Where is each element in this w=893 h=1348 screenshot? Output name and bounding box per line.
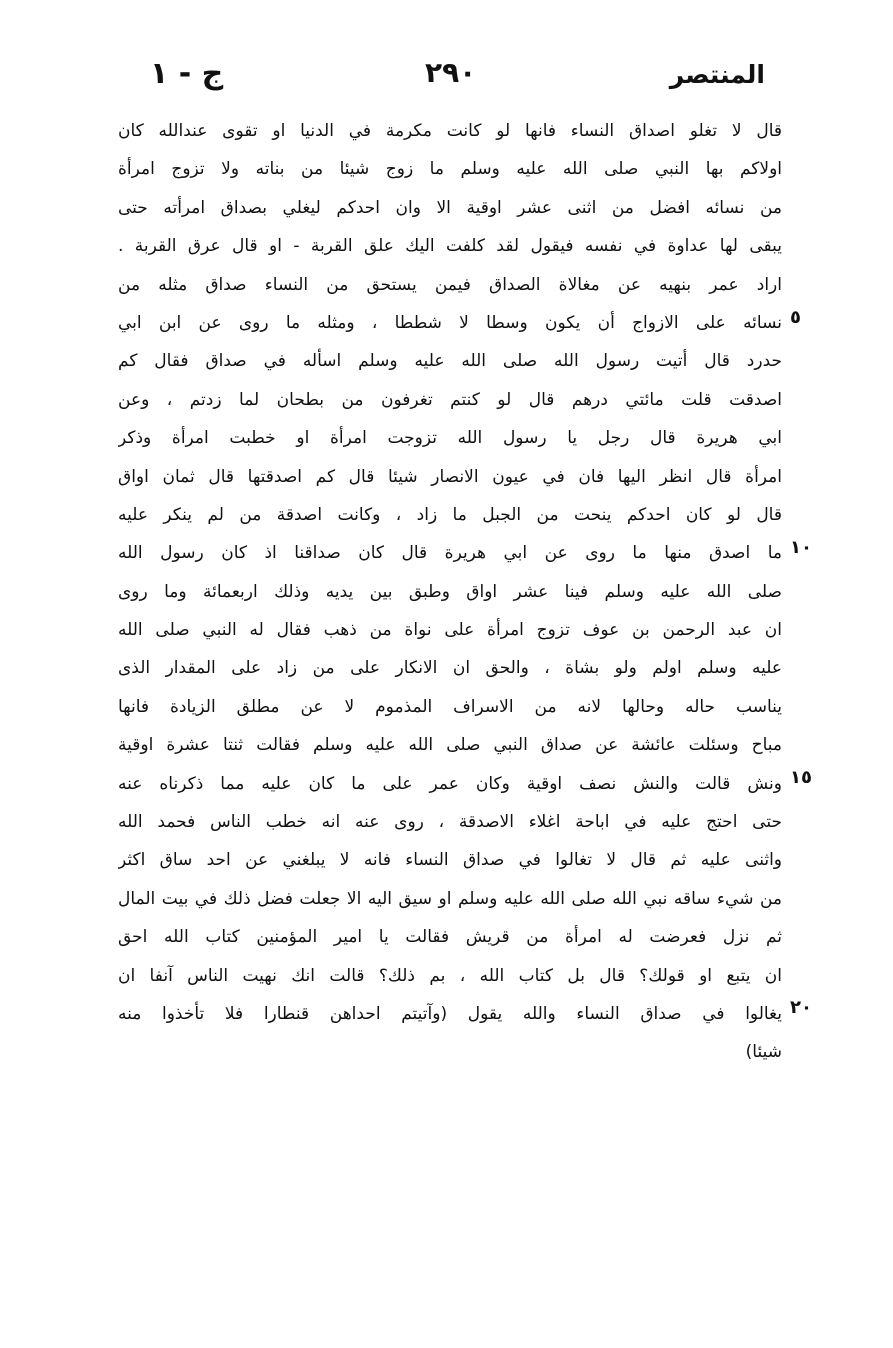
text-line: مباح وسئلت عائشة عن صداق النبي صلى الله عليه وسلم فقالت ثنتا عشرة اوقية: [118, 735, 782, 756]
text-line: ما اصدق منها ما روى عن ابي هريرة قال كان صداقنا اذ كان رسول الله: [118, 543, 782, 564]
text-line: عليه وسلم اولم ولو بشاة ، والحق ان الانكار على من زاد على المقدار الذى: [118, 658, 782, 679]
line-marker-10: ١٠: [790, 537, 812, 558]
line-marker-15: ١٥: [790, 767, 812, 788]
text-line: امرأة قال انظر اليها فان في عيون الانصار شيئا قال كم اصدقتها قال ثمان اواق: [118, 466, 782, 487]
text-line: ان يتبع او قولك؟ قال بل كتاب الله ، بم ذلك؟ قالت انك نهيت الناس آنفا ان: [118, 965, 782, 986]
running-title: المنتصر: [669, 60, 765, 89]
text-line: اولاكم بها النبي صلى الله عليه وسلم ما زوج شيئا من بناته ولا تزوج امرأة: [118, 159, 782, 180]
text-line: شيئا): [745, 1042, 782, 1063]
text-line: اصدقت قلت مائتي درهم قال لو كنتم تغرفون من بطحان لما زدتم ، وعن: [118, 389, 782, 410]
text-line: ان عبد الرحمن بن عوف تزوج امرأة على نواة من ذهب فقال له النبي صلى الله: [118, 620, 782, 641]
text-body: [118, 112, 782, 1072]
text-line: يغالوا في صداق النساء والله يقول (وآتيتم احداهن قنطارا فلا تأخذوا منه: [118, 1003, 782, 1024]
text-line: حتى احتج عليه في اباحة اغلاء الاصدقة ، روى عنه انه خطب الناس فحمد الله: [118, 812, 782, 833]
text-line: من نسائه افضل من اثنى عشر اوقية الا وان احدكم ليغلي بصداق امرأته حتى: [118, 197, 782, 218]
text-line: يناسب حاله وحالها لانه من الاسراف المذموم لا عن مطلق الزيادة فانها: [118, 696, 782, 717]
text-line: قال لو كان احدكم ينحت من الجبل ما زاد ، وكانت اصدقة من لم ينكر عليه: [118, 504, 782, 525]
text-line: نسائه على الازواج أن يكون وسطا لا شططا ، ومثله ما روى عن ابن ابي: [118, 312, 782, 333]
page-number: ٢٩٠: [425, 56, 477, 89]
page-header: [150, 52, 765, 102]
text-line: صلى الله عليه وسلم فينا عشر اواق وطبق بين يديه وذلك اربعمائة وما روى: [118, 581, 782, 602]
text-line: واثنى عليه ثم قال لا تغالوا في صداق النساء فانه لا يبلغني عن احد ساق اكثر: [118, 850, 782, 871]
text-line: من شيء ساقه نبي الله صلى الله عليه وسلم او سيق اليه الا جعلت فضل ذلك في بيت المال: [118, 888, 782, 909]
text-line: يبقى لها عداوة في نفسه فيقول لقد كلفت اليك علق القربة - او قال عرق القربة .: [118, 236, 782, 257]
text-line: ونش قالت والنش نصف اوقية وكان عمر على ما كان عليه مما ذكرناه عنه: [118, 773, 782, 794]
text-line: ابي هريرة قال رجل يا رسول الله تزوجت امرأة او خطبت امرأة وذكر: [118, 428, 782, 449]
text-line: ثم نزل فعرضت له امرأة من قريش فقالت يا امير المؤمنين كتاب الله احق: [118, 927, 782, 948]
line-marker-20: ٢٠: [790, 997, 812, 1018]
volume-label: ج - ١: [150, 56, 224, 91]
line-marker-5: ٥: [790, 307, 801, 328]
text-line: قال لا تغلو اصداق النساء فانها لو كانت مكرمة في الدنيا او تقوى عندالله كان: [118, 121, 782, 141]
text-line: اراد عمر بنهيه عن مغالاة الصداق فيمن يستحق من النساء صداق مثله من: [118, 274, 782, 295]
text-line: حدرد قال أتيت رسول الله صلى الله عليه وسلم اسأله في صداق فقال كم: [118, 351, 782, 372]
